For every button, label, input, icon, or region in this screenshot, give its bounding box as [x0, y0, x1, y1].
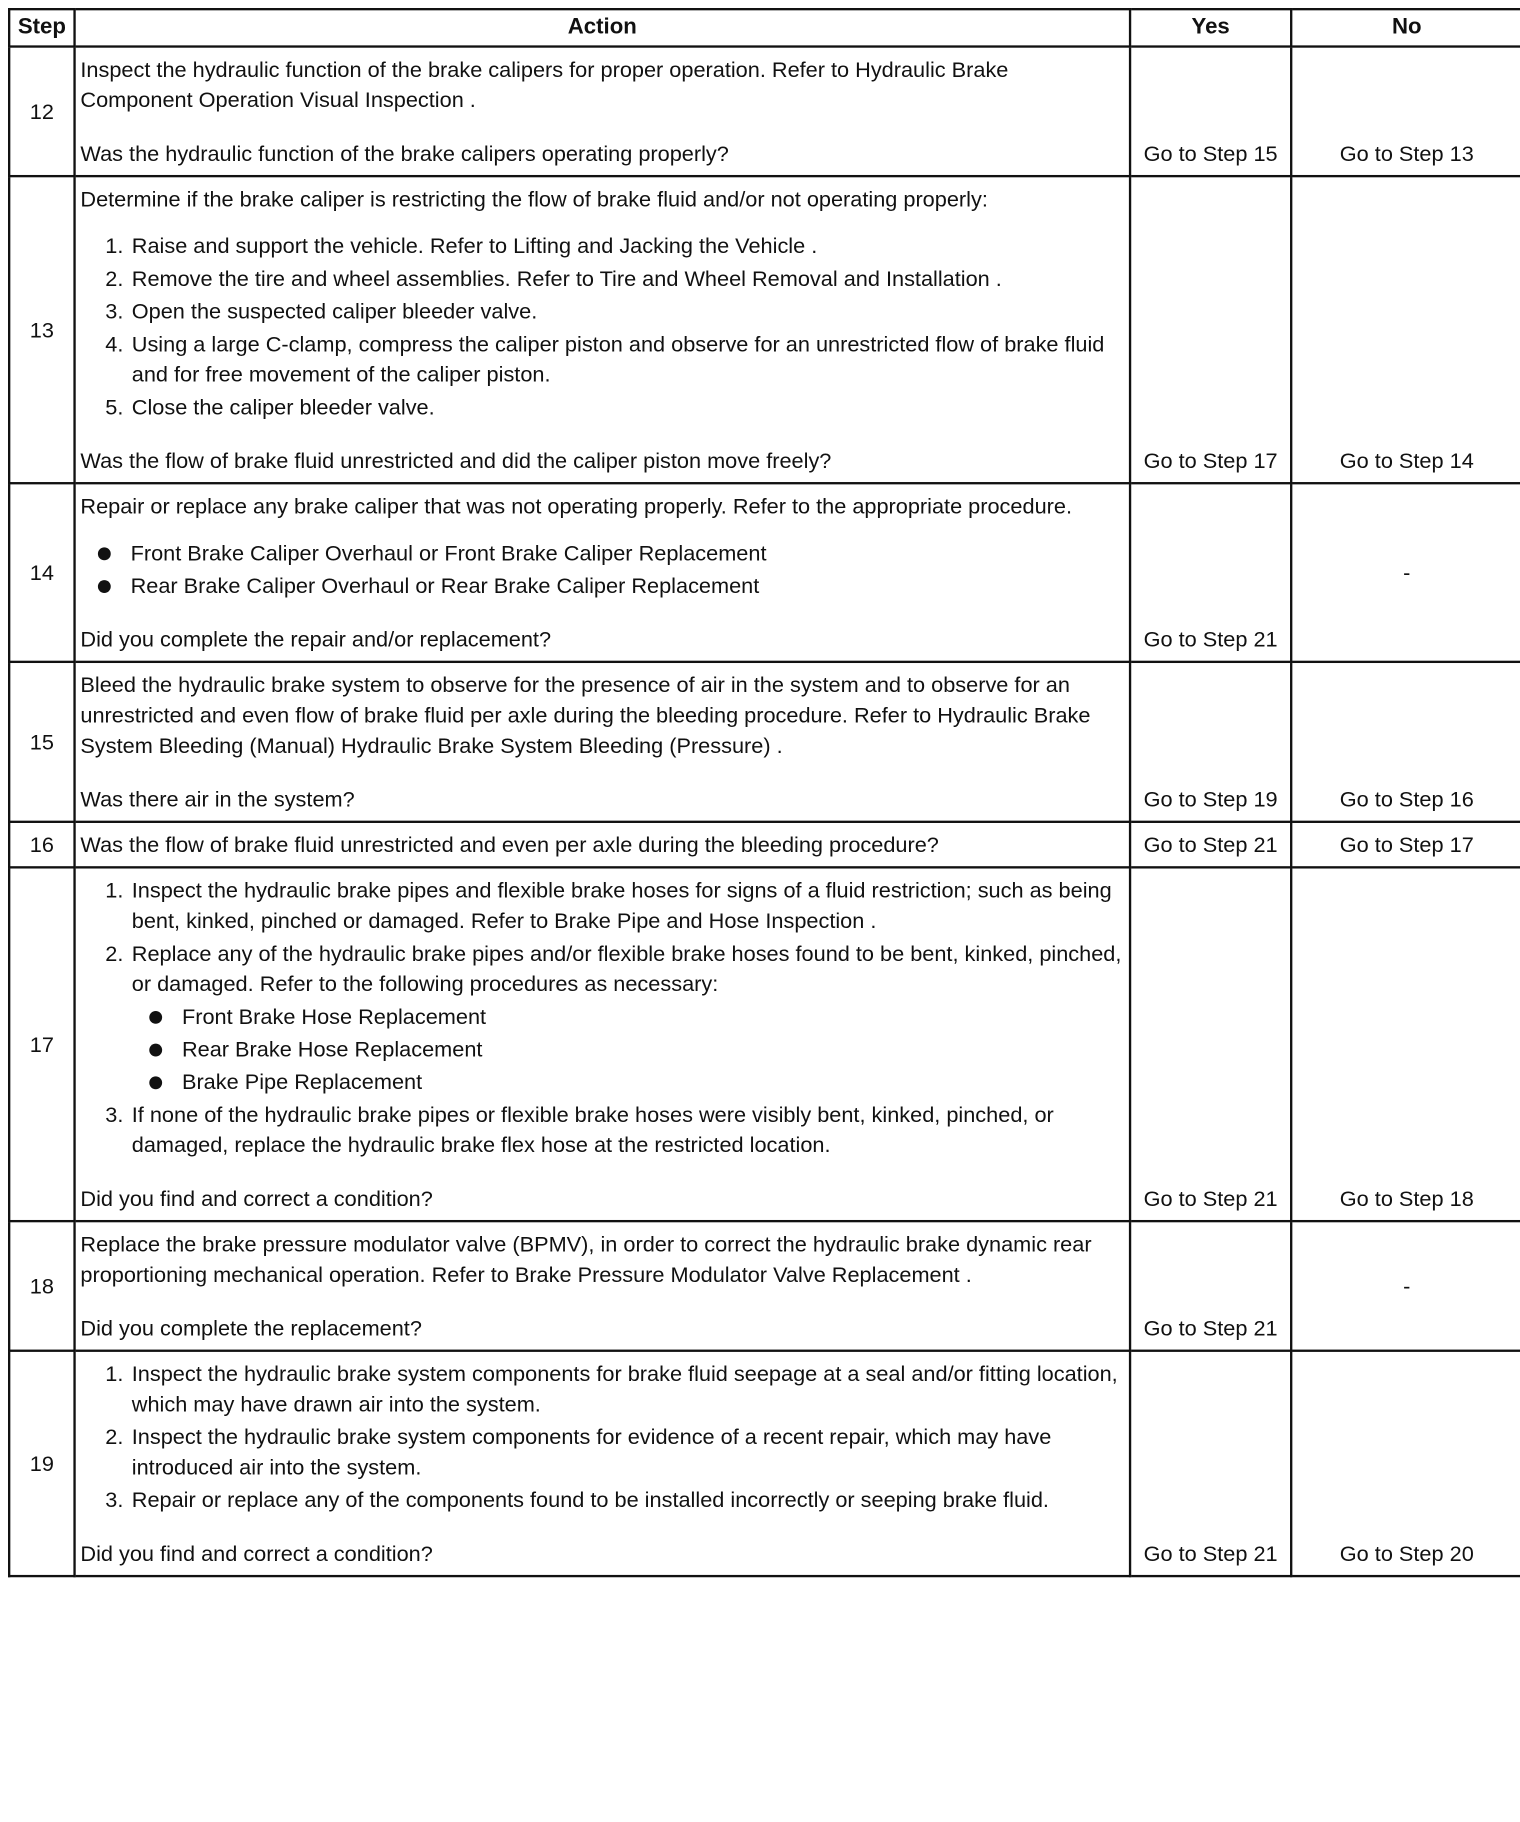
step-number: 12 — [9, 47, 74, 177]
step-number: 18 — [9, 1221, 74, 1351]
bullet-list — [80, 538, 1123, 601]
action-cell — [75, 867, 1131, 1221]
no-result: Go to Step 13 — [1291, 47, 1520, 177]
table-row-step-15 — [9, 662, 1520, 822]
no-result: Go to Step 14 — [1291, 176, 1520, 483]
action-cell — [75, 822, 1131, 868]
step-number: 17 — [9, 867, 74, 1221]
action-cell — [75, 176, 1131, 483]
bullet-item: Brake Pipe Replacement — [182, 1067, 1123, 1097]
no-result: Go to Step 20 — [1291, 1351, 1520, 1576]
list-item: 3. If none of the hydraulic brake pipes or flexible brake hoses were visibly bent, kinked, pinched, or damaged, replace the hydraulic brake flex hose at the restricted location. — [129, 1100, 1123, 1161]
diagnostic-table — [8, 8, 1520, 1577]
action-cell — [75, 1351, 1131, 1576]
action-question: Did you find and correct a condition? — [80, 1186, 433, 1211]
action-text: Bleed the hydraulic brake system to observe for the presence of air in the system and to observe for an unrestricted and even flow of brake fluid per axle during the bleeding procedure. Refer to Hydraulic Brake System Bleeding (Manual) Hydraulic Brake System Bleeding (Pressure) . — [80, 672, 1091, 758]
no-result: - — [1291, 483, 1520, 662]
yes-result: Go to Step 21 — [1130, 1351, 1291, 1576]
list-item: 3. Repair or replace any of the components found to be installed incorrectly or seeping brake fluid. — [129, 1485, 1123, 1515]
yes-result: Go to Step 17 — [1130, 176, 1291, 483]
action-question: Did you complete the replacement? — [80, 1315, 422, 1341]
action-question: Was the flow of brake fluid unrestricted and even per axle during the bleeding procedure? — [80, 832, 939, 857]
yes-result: Go to Step 21 — [1130, 822, 1291, 868]
action-cell — [75, 483, 1131, 662]
list-item-text: Replace any of the hydraulic brake pipes and/or flexible brake hoses found to be bent, kinked, pinched, or damaged. Refer to the following procedures as necessary: — [131, 940, 1122, 996]
action-text: Replace the brake pressure modulator valve (BPMV), in order to correct the hydraulic brake dynamic rear proportioning mechanical operation. Refer to Brake Pressure Modulator Valve Replacement . — [80, 1231, 1092, 1287]
procedure-list — [80, 876, 1123, 1161]
step-number: 16 — [9, 822, 74, 868]
procedure-list — [80, 1359, 1123, 1515]
procedure-list — [80, 231, 1123, 422]
yes-result: Go to Step 21 — [1130, 867, 1291, 1221]
action-text: Determine if the brake caliper is restricting the flow of brake fluid and/or not operating properly: — [80, 186, 988, 212]
list-item: 4. Using a large C-clamp, compress the caliper piston and observe for an unrestricted flow of brake fluid and for free movement of the caliper piston. — [129, 329, 1123, 390]
header-row — [9, 9, 1520, 46]
no-result: Go to Step 18 — [1291, 867, 1520, 1221]
bullet-item: Rear Brake Caliper Overhaul or Rear Brake Caliper Replacement — [131, 571, 1123, 601]
yes-result: Go to Step 15 — [1130, 47, 1291, 177]
action-text: Repair or replace any brake caliper that was not operating properly. Refer to the appropriate procedure. — [80, 493, 1072, 519]
list-item: 1. Raise and support the vehicle. Refer to Lifting and Jacking the Vehicle . — [129, 231, 1123, 261]
no-result: Go to Step 16 — [1291, 662, 1520, 822]
no-result: Go to Step 17 — [1291, 822, 1520, 868]
step-number: 19 — [9, 1351, 74, 1576]
action-text: Inspect the hydraulic function of the brake calipers for proper operation. Refer to Hydraulic Brake Component Operation Visual Inspection . — [80, 57, 1009, 112]
bullet-item: Rear Brake Hose Replacement — [182, 1034, 1123, 1064]
list-item: 3. Open the suspected caliper bleeder valve. — [129, 296, 1123, 326]
action-cell — [75, 1221, 1131, 1351]
table-row-step-16 — [9, 822, 1520, 868]
table-row-step-14 — [9, 483, 1520, 662]
bullet-item: Front Brake Hose Replacement — [182, 1002, 1123, 1032]
action-question: Was the hydraulic function of the brake calipers operating properly? — [80, 141, 729, 166]
header-action: Action — [75, 9, 1131, 46]
action-question: Did you complete the repair and/or replacement? — [80, 626, 552, 652]
list-item — [129, 939, 1123, 1098]
header-no: No — [1291, 9, 1520, 46]
action-cell — [75, 47, 1131, 177]
action-question: Was there air in the system? — [80, 786, 355, 812]
table-row-step-18 — [9, 1221, 1520, 1351]
yes-result: Go to Step 21 — [1130, 1221, 1291, 1351]
step-number: 14 — [9, 483, 74, 662]
step-number: 15 — [9, 662, 74, 822]
yes-result: Go to Step 19 — [1130, 662, 1291, 822]
table-row-step-13 — [9, 176, 1520, 483]
header-yes: Yes — [1130, 9, 1291, 46]
sub-bullet-list — [132, 1002, 1123, 1098]
list-item: 5. Close the caliper bleeder valve. — [129, 392, 1123, 422]
list-item: 1. Inspect the hydraulic brake pipes and flexible brake hoses for signs of a fluid restriction; such as being bent, kinked, pinched or damaged. Refer to Brake Pipe and Hose Inspection . — [129, 876, 1123, 937]
list-item: 1. Inspect the hydraulic brake system components for brake fluid seepage at a seal and/or fitting location, which may have drawn air into the system. — [129, 1359, 1123, 1420]
yes-result: Go to Step 21 — [1130, 483, 1291, 662]
table-row-step-12 — [9, 47, 1520, 177]
header-step: Step — [9, 9, 74, 46]
list-item: 2. Inspect the hydraulic brake system components for evidence of a recent repair, which may have introduced air into the system. — [129, 1422, 1123, 1483]
action-question: Did you find and correct a condition? — [80, 1541, 433, 1566]
list-item: 2. Remove the tire and wheel assemblies. Refer to Tire and Wheel Removal and Installation . — [129, 264, 1123, 294]
bullet-item: Front Brake Caliper Overhaul or Front Brake Caliper Replacement — [131, 538, 1123, 568]
no-result: - — [1291, 1221, 1520, 1351]
procedure-sheet — [8, 8, 1520, 1577]
action-cell — [75, 662, 1131, 822]
step-number: 13 — [9, 176, 74, 483]
action-question: Was the flow of brake fluid unrestricted and did the caliper piston move freely? — [80, 448, 832, 473]
table-row-step-17 — [9, 867, 1520, 1221]
table-row-step-19 — [9, 1351, 1520, 1576]
